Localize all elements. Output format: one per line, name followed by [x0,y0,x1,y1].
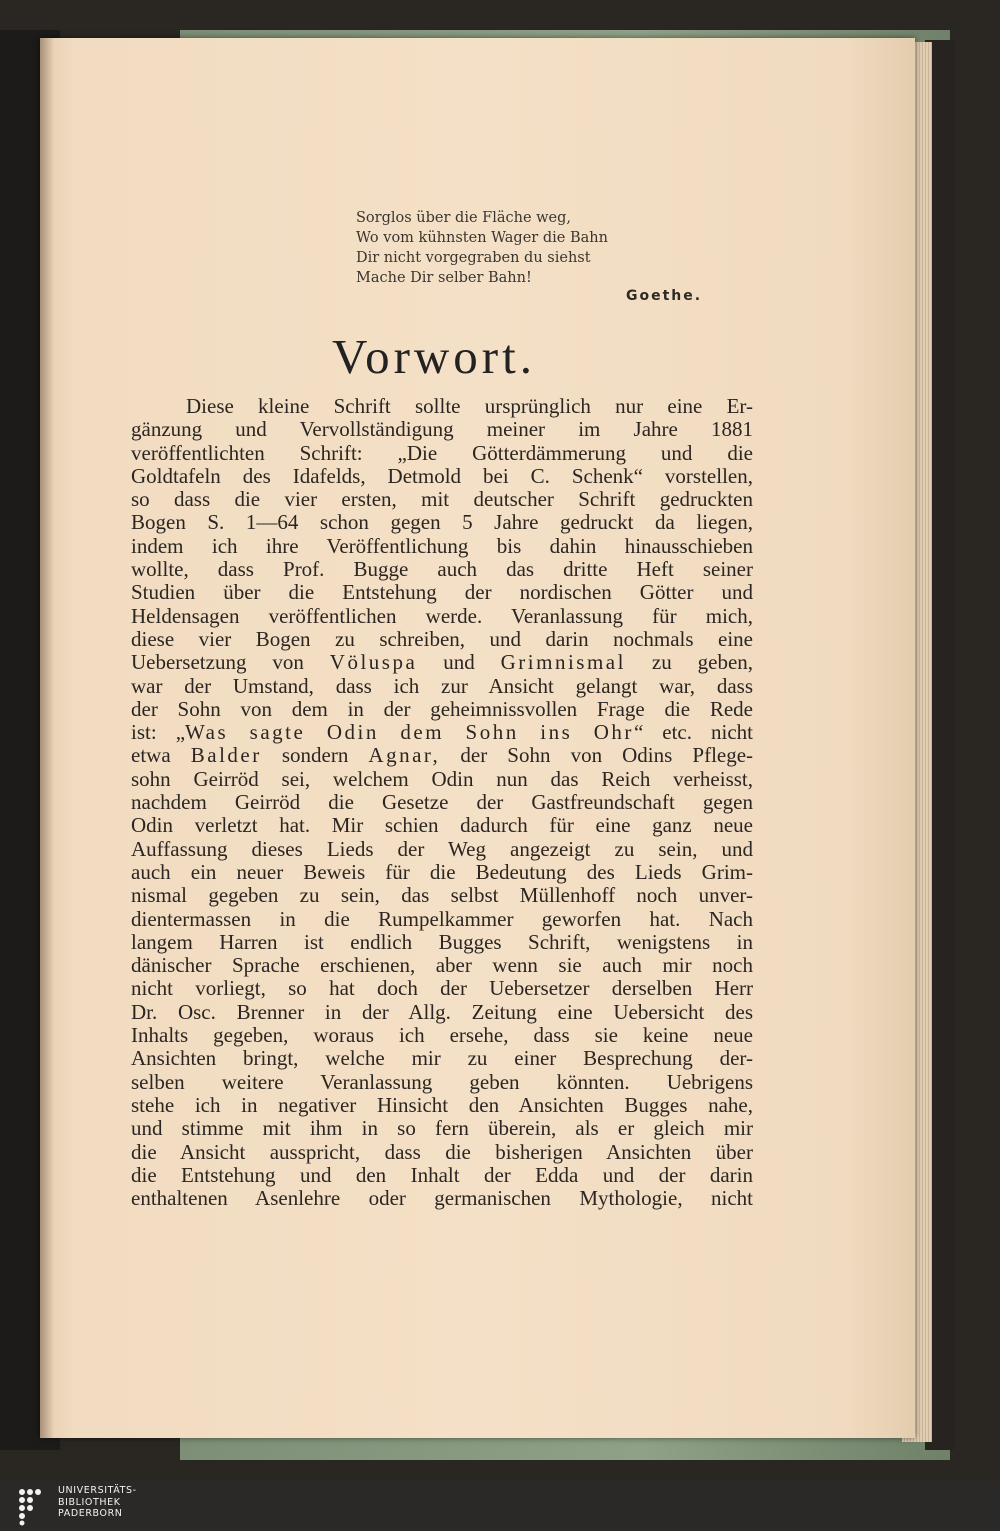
library-name-line: UNIVERSITÄTS- [58,1485,137,1496]
library-name-line: BIBLIOTHEK [58,1496,121,1508]
text-line: Studien über die Entstehung der nordischen Götter und [131,580,753,605]
text-line: Dr. Osc. Brenner in der Allg. Zeitung eine Uebersicht des [131,999,753,1024]
text-line: veröffentlichten Schrift: „Die Götterdämmerung und die [131,440,753,465]
text-line: Odin verletzt hat. Mir schien dadurch für eine ganz neue [131,813,753,838]
text-line: so dass die vier ersten, mit deutscher Schrift gedruckten [131,487,753,512]
page-title: Vorwort. [332,329,536,384]
text-segment: ist: „ [131,720,186,745]
text-line [131,744,753,767]
epigraph-line: Mache Dir selber Bahn! [356,270,532,286]
text-segment: etwa [131,743,171,768]
spaced-name: Balder [190,743,262,768]
text-line: gänzung und Vervollständigung meiner im Jahre 1881 [131,417,753,442]
text-line: enthaltenen Asenlehre oder germanischen Mythologie, nicht [131,1186,753,1211]
text-line: Inhalts gegeben, woraus ich ersehe, dass sie keine neue [131,1023,753,1048]
text-line: langem Harren ist endlich Bugges Schrift, wenigstens in [131,929,753,954]
text-line: und stimme mit ihm in so fern überein, als er gleich mir [131,1116,753,1141]
epigraph [356,208,716,288]
text-line: Auffassung dieses Lieds der Weg angezeigt zu sein, und [131,836,753,861]
text-line: die Ansicht ausspricht, dass die bisherigen Ansichten über [131,1139,753,1164]
spaced-title: Grimnismal [500,650,626,675]
text-segment: und [443,650,475,675]
spaced-name: Agnar, [368,743,441,768]
text-line: wollte, dass Prof. Bugge auch das dritte Heft seiner [131,557,753,582]
text-line: Goldtafeln des Idafelds, Detmold bei C. Schenk“ vorstellen, [131,463,753,488]
text-line: die Entstehung und den Inhalt der Edda und der darin [131,1162,753,1187]
text-line: stehe ich in negativer Hinsicht den Ansichten Bugges nahe, [131,1092,753,1117]
text-line: war der Umstand, dass ich zur Ansicht gelangt war, dass [131,673,753,698]
text-line: Ansichten bringt, welche mir zu einer Besprechung der- [131,1046,753,1071]
epigraph-author: Goethe. [626,288,703,304]
text-line: diese vier Bogen zu schreiben, und darin nochmals eine [131,626,753,651]
text-line: dientermassen in die Rumpelkammer geworfen hat. Nach [131,906,753,931]
text-line [131,651,753,674]
text-line: der Sohn von dem in der geheimnissvollen Frage die Rede [131,696,753,721]
text-line: sohn Geirröd sei, welchem Odin nun das Reich verheisst, [131,766,753,791]
spaced-title: Völuspa [329,650,418,675]
text-line: nachdem Geirröd die Gesetze der Gastfreundschaft gegen [131,790,753,815]
text-segment: “ etc. nicht [633,720,754,745]
text-line: dänischer Sprache erschienen, aber wenn sie auch mir noch [131,953,753,978]
text-line: nismal gegeben zu sein, das selbst Müllenhoff noch unver- [131,883,753,908]
text-line: selben weitere Veranlassung geben könnten. Uebrigens [131,1069,753,1094]
text-segment: zu geben, [651,650,754,675]
page-gutter-shadow [40,38,54,1438]
text-line [131,721,753,744]
library-name-line: PADERBORN [58,1508,123,1519]
text-line: nicht vorliegt, so hat doch der Uebersetzer derselben Herr [131,976,753,1001]
spaced-quote: Was sagte Odin dem Sohn ins Ohr [185,720,634,745]
epigraph-line: Wo vom kühnsten Wager die Bahn [356,230,608,246]
text-line: auch ein neuer Beweis für die Bedeutung des Lieds Grim- [131,859,753,884]
text-segment: Uebersetzung von [131,650,304,675]
text-segment: sondern [281,743,349,768]
text-segment: der Sohn von Odins Pflege- [460,743,754,768]
epigraph-line: Sorglos über die Fläche weg, [356,210,572,226]
body-text [131,395,753,1210]
epigraph-line: Dir nicht vorgegraben du siehst [356,250,591,266]
text-line: Bogen S. 1—64 schon gegen 5 Jahre gedruckt da liegen, [131,510,753,535]
text-line: indem ich ihre Veröffentlichung bis dahin hinausschieben [131,533,753,558]
library-name [58,1485,137,1520]
text-line: Diese kleine Schrift sollte ursprünglich nur eine Er- [186,394,753,418]
library-logo-icon [16,1486,52,1526]
text-line: Heldensagen veröffentlichen werde. Veranlassung für mich, [131,603,753,628]
footer-band [0,1481,1000,1531]
